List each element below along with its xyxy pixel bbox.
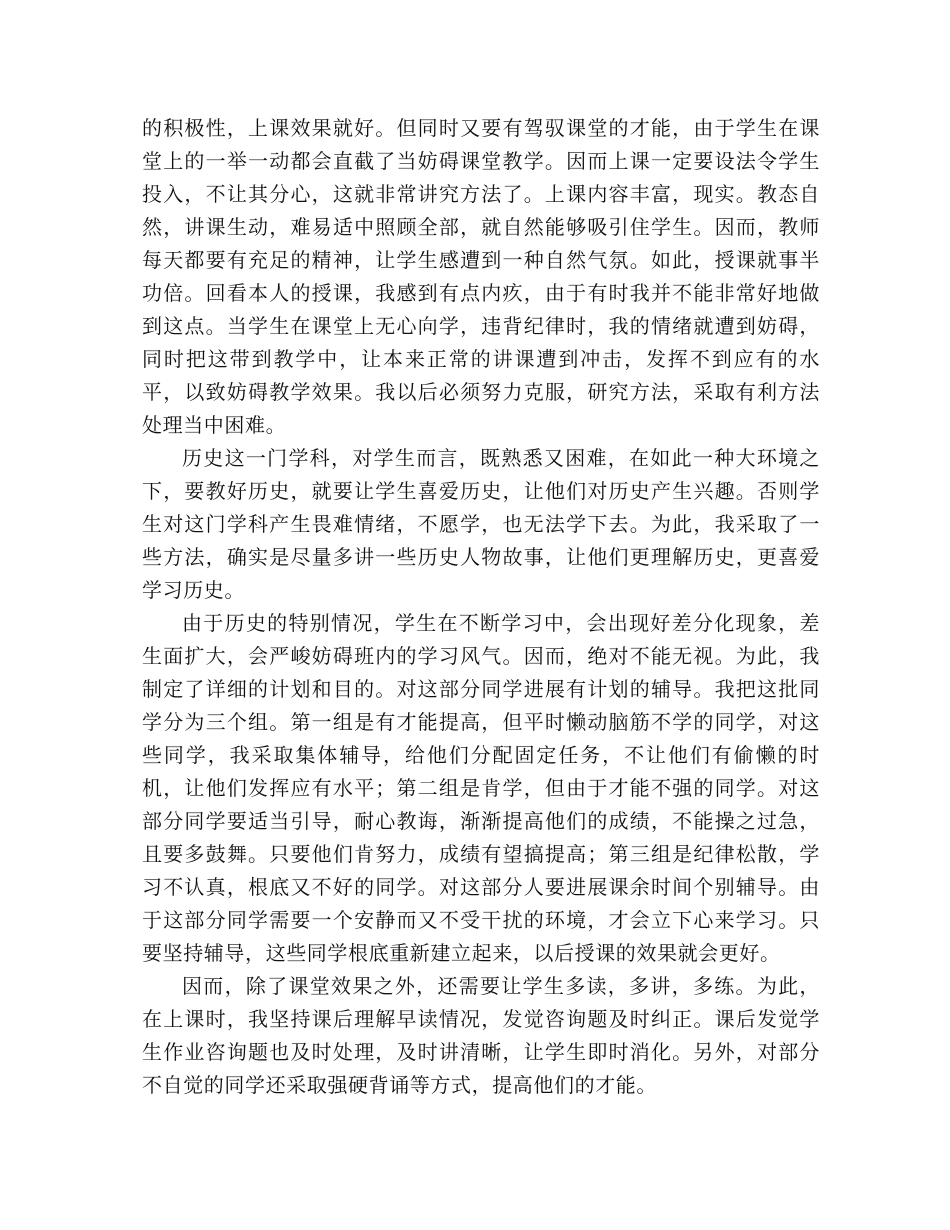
paragraph-4: 因而，除了课堂效果之外，还需要让学生多读，多讲，多练。为此，在上课时，我坚持课后理解早读情况，发觉咨询题及时纠正。课后发觉学生作业咨询题也及时处理，及时讲清晰，让学生即时消化。另外，对部分不自觉的同学还采取强硬背诵等方式，提高他们的才能。 <box>142 974 820 1097</box>
paragraph-2: 历史这一门学科，对学生而言，既熟悉又困难，在如此一种大环境之下，要教好历史，就要让学生喜爱历史，让他们对历史产生兴趣。否则学生对这门学科产生畏难情绪，不愿学，也无法学下去。为此，我采取了一些方法，确实是尽量多讲一些历史人物故事，让他们更理解历史，更喜爱学习历史。 <box>142 446 820 602</box>
document-page <box>142 112 820 1102</box>
paragraph-1: 的积极性，上课效果就好。但同时又要有驾驭课堂的才能，由于学生在课堂上的一举一动都会直截了当妨碍课堂教学。因而上课一定要设法令学生投入，不让其分心，这就非常讲究方法了。上课内容丰富，现实。教态自然，讲课生动，难易适中照顾全部，就自然能够吸引住学生。因而，教师每天都要有充足的精神，让学生感遭到一种自然气氛。如此，授课就事半功倍。回看本人的授课，我感到有点内疚，由于有时我并不能非常好地做到这点。当学生在课堂上无心向学，违背纪律时，我的情绪就遭到妨碍，同时把这带到教学中，让本来正常的讲课遭到冲击，发挥不到应有的水平，以致妨碍教学效果。我以后必须努力克服，研究方法，采取有利方法处理当中困难。 <box>142 116 820 437</box>
paragraph-3: 由于历史的特别情况，学生在不断学习中，会出现好差分化现象，差生面扩大，会严峻妨碍班内的学习风气。因而，绝对不能无视。为此，我制定了详细的计划和目的。对这部分同学进展有计划的辅导。我把这批同学分为三个组。第一组是有才能提高，但平时懒动脑筋不学的同学，对这些同学，我采取集体辅导，给他们分配固定任务，不让他们有偷懒的时机，让他们发挥应有水平；第二组是肯学，但由于才能不强的同学。对这部分同学要适当引导，耐心教诲，渐渐提高他们的成绩，不能操之过急，且要多鼓舞。只要他们肯努力，成绩有望搞提高；第三组是纪律松散，学习不认真，根底又不好的同学。对这部分人要进展课余时间个别辅导。由于这部分同学需要一个安静而又不受干扰的环境，才会立下心来学习。只要坚持辅导，这些同学根底重新建立起来，以后授课的效果就会更好。 <box>142 611 820 965</box>
